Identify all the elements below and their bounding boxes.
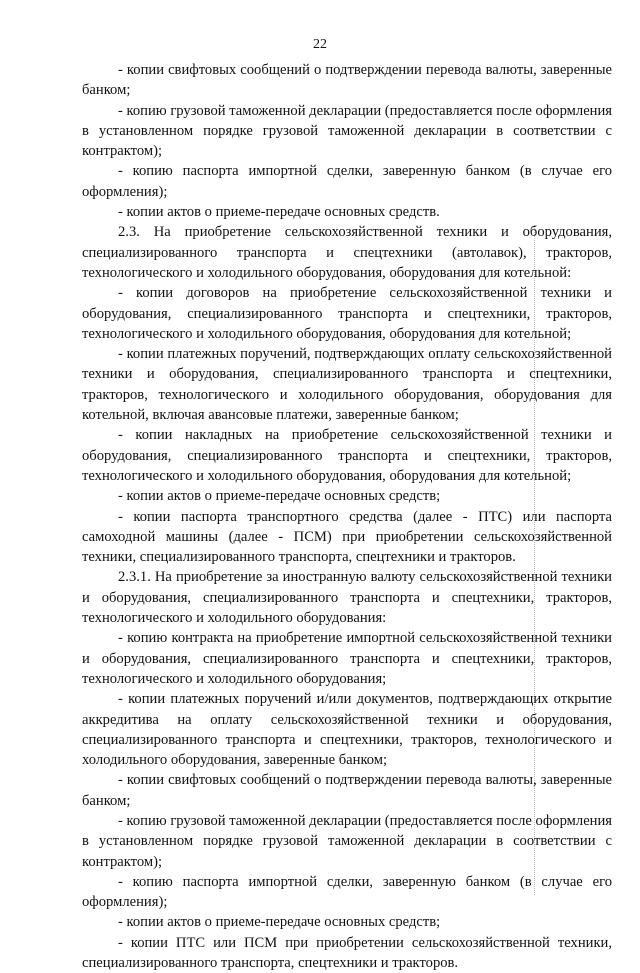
document-body: [82, 60, 612, 973]
list-item-swift-messages-2: - копии свифтовых сообщений о подтверждении перевода валюты, заверенные банком;: [82, 772, 612, 809]
list-item-import-passport-2: - копию паспорта импортной сделки, заверенную банком (в случае его оформления);: [82, 873, 612, 911]
list-item-acceptance-acts: - копии актов о приеме-передаче основных средств.: [118, 204, 440, 221]
list-item-swift-messages: - копии свифтовых сообщений о подтверждении перевода валюты, заверенные банком;: [82, 62, 612, 99]
list-item-payment-orders: - копии платежных поручений, подтверждающих оплату сельскохозяйственной техники и оборудования, специализированного транспорта и спецтехники, тракторов, технологического и холодильного оборудования, оборудования для котельной, включая авансовые платежи, заверенные банком;: [82, 346, 612, 424]
list-item-purchase-contracts: - копии договоров на приобретение сельскохозяйственной техники и оборудования, специализированного транспорта и спецтехники, тракторов, технологического и холодильного оборудования, оборудования для котельной;: [82, 285, 612, 342]
list-item-pts-psm: - копии ПТС или ПСМ при приобретении сельскохозяйственной техники, специализированного транспорта, спецтехники и тракторов.: [82, 934, 612, 972]
section-2-3-1-heading: 2.3.1. На приобретение за иностранную валюту сельскохозяйственной техники и оборудования, специализированного транспорта и спецтехники, тракторов, технологического и холодильного оборудования:: [82, 569, 612, 627]
list-item-acceptance-acts-3: - копии актов о приеме-передаче основных средств;: [118, 914, 441, 931]
list-item-import-contract: - копию контракта на приобретение импортной сельскохозяйственной техники и оборудования, специализированного транспорта и спецтехники, тракторов, технологического и холодильного оборудования;: [82, 630, 612, 687]
section-2-3-heading: 2.3. На приобретение сельскохозяйственной техники и оборудования, специализированного транспорта и спецтехники (автолавок), тракторов, технологического и холодильного оборудования, оборудования для котельной:: [82, 224, 612, 281]
list-item-customs-declaration-2: - копию грузовой таможенной декларации (предоставляется после оформления в установленном порядке грузовой таможенной декларации в соответствии с контрактом);: [82, 812, 613, 870]
list-item-import-passport: - копию паспорта импортной сделки, заверенную банком (в случае его оформления);: [82, 163, 612, 200]
list-item-customs-declaration: - копию грузовой таможенной декларации (предоставляется после оформления в установленном порядке грузовой таможенной декларации в соответствии с контрактом);: [82, 102, 613, 160]
list-item-waybills: - копии накладных на приобретение сельскохозяйственной техники и оборудования, специализированного транспорта и спецтехники, тракторов, технологического и холодильного оборудования, оборудования для котельной;: [82, 427, 612, 484]
list-item-vehicle-passport: - копии паспорта транспортного средства (далее - ПТС) или паспорта самоходной машины (далее - ПСМ) при приобретении сельскохозяйственной техники, специализированного транспорта, спецтехники и тракторов.: [82, 508, 612, 566]
list-item-acceptance-acts-2: - копии актов о приеме-передаче основных средств;: [118, 488, 441, 505]
page-number: 22: [313, 37, 327, 52]
list-item-letter-of-credit: - копии платежных поручений и/или документов, подтверждающих открытие аккредитива на оплату сельскохозяйственной техники и оборудования, специализированного транспорта и спецтехники, тракторов, технологического и холодильного оборудования, заверенные банком;: [82, 691, 612, 769]
